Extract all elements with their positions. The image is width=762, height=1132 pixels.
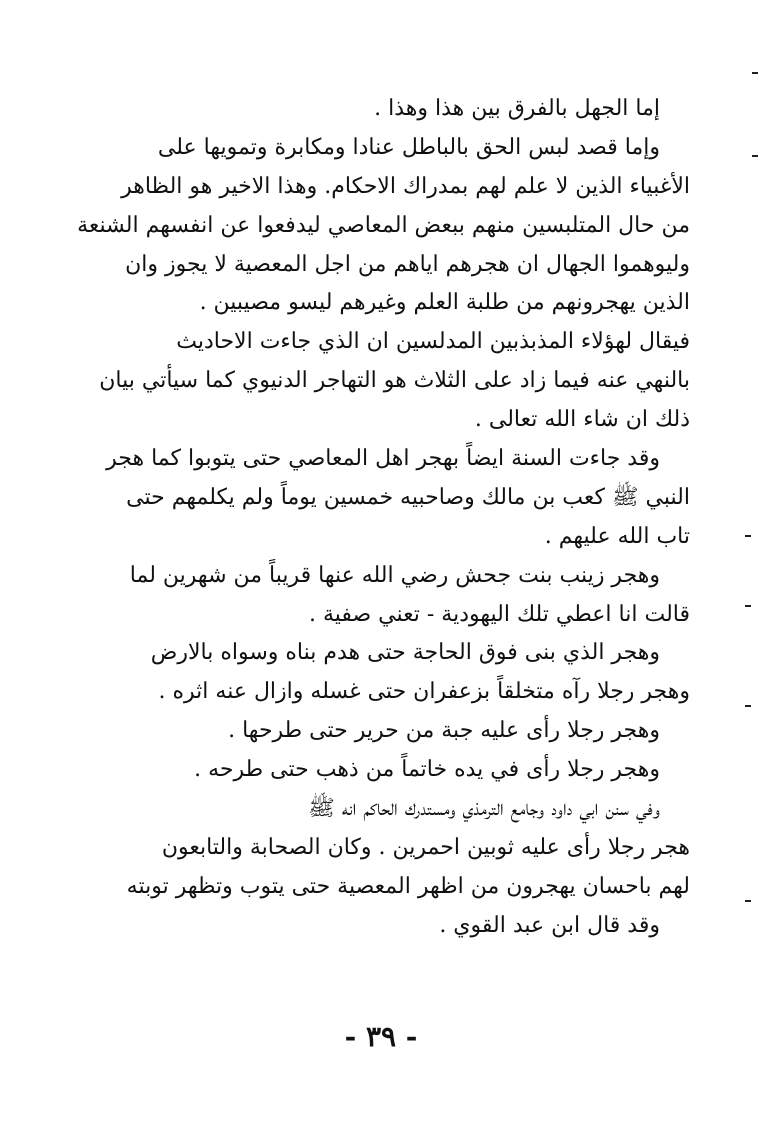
text-line: وهجر رجلا رآه متخلقاً بزعفران حتى غسله وازال عنه اثره .	[158, 679, 690, 705]
text-line: وهجر رجلا رأى في يده خاتماً من ذهب حتى طرحه .	[194, 757, 660, 783]
text-line: قالت انا اعطي تلك اليهودية - تعني صفية .	[308, 601, 690, 627]
text-line: تاب الله عليهم .	[544, 523, 690, 549]
text-line: هجر رجلا رأى عليه ثوبين احمرين . وكان الصحابة والتابعون	[161, 834, 690, 860]
text-line: وليوهموا الجهال ان هجرهم اياهم من اجل المعصية لا يجوز وان	[125, 251, 690, 277]
text-line: بالنهي عنه فيما زاد على الثلاث هو التهاجر الدنيوي كما سيأتي بيان	[99, 368, 690, 394]
text-line: الذين يهجرونهم من طلبة العلم وغيرهم ليسو مصيبين .	[199, 290, 690, 316]
page-number: - ٣٩ -	[344, 1020, 418, 1053]
text-line: وقد قال ابن عبد القوي .	[439, 912, 660, 938]
text-line: لهم باحسان يهجرون من اظهر المعصية حتى يتوب وتظهر توبته	[126, 873, 690, 899]
text-line: وهجر رجلا رأى عليه جبة من حرير حتى طرحها .	[228, 718, 660, 744]
text-line: الأغبياء الذين لا علم لهم بمدراك الاحكام. وهذا الاخير هو الظاهر	[121, 173, 690, 199]
text-line: من حال المتلبسين منهم ببعض المعاصي ليدفعوا عن انفسهم الشنعة	[77, 212, 690, 238]
text-line: فيقال لهؤلاء المذبذبين المدلسين ان الذي جاءت الاحاديث	[176, 329, 690, 355]
text-line: وهجر الذي بنى فوق الحاجة حتى هدم بناه وسواه بالارض	[150, 640, 660, 666]
margin-mark	[752, 155, 758, 157]
margin-mark	[745, 605, 751, 607]
text-line: النبي ﷺ كعب بن مالك وصاحبيه خمسين يوماً ولم يكلمهم حتى	[126, 484, 690, 510]
margin-mark	[752, 72, 758, 74]
text-line: وهجر زينب بنت جحش رضي الله عنها قريباً من شهرين لما	[129, 562, 660, 588]
margin-mark	[745, 535, 751, 537]
text-line: وفي سنن ابي داود وجامع الترمذي ومستدرك الحاكم انه ﷺ	[308, 796, 660, 822]
text-line: وإما قصد لبس الحق بالباطل عنادا ومكابرة وتمويها على	[157, 134, 660, 160]
text-line: ذلك ان شاء الله تعالى .	[474, 407, 690, 433]
margin-mark	[745, 705, 751, 707]
text-line: وقد جاءت السنة ايضاً بهجر اهل المعاصي حتى يتوبوا كما هجر	[106, 446, 660, 472]
margin-mark	[745, 900, 751, 902]
body-text	[77, 90, 690, 946]
text-line: إما الجهل بالفرق بين هذا وهذا .	[374, 96, 660, 121]
